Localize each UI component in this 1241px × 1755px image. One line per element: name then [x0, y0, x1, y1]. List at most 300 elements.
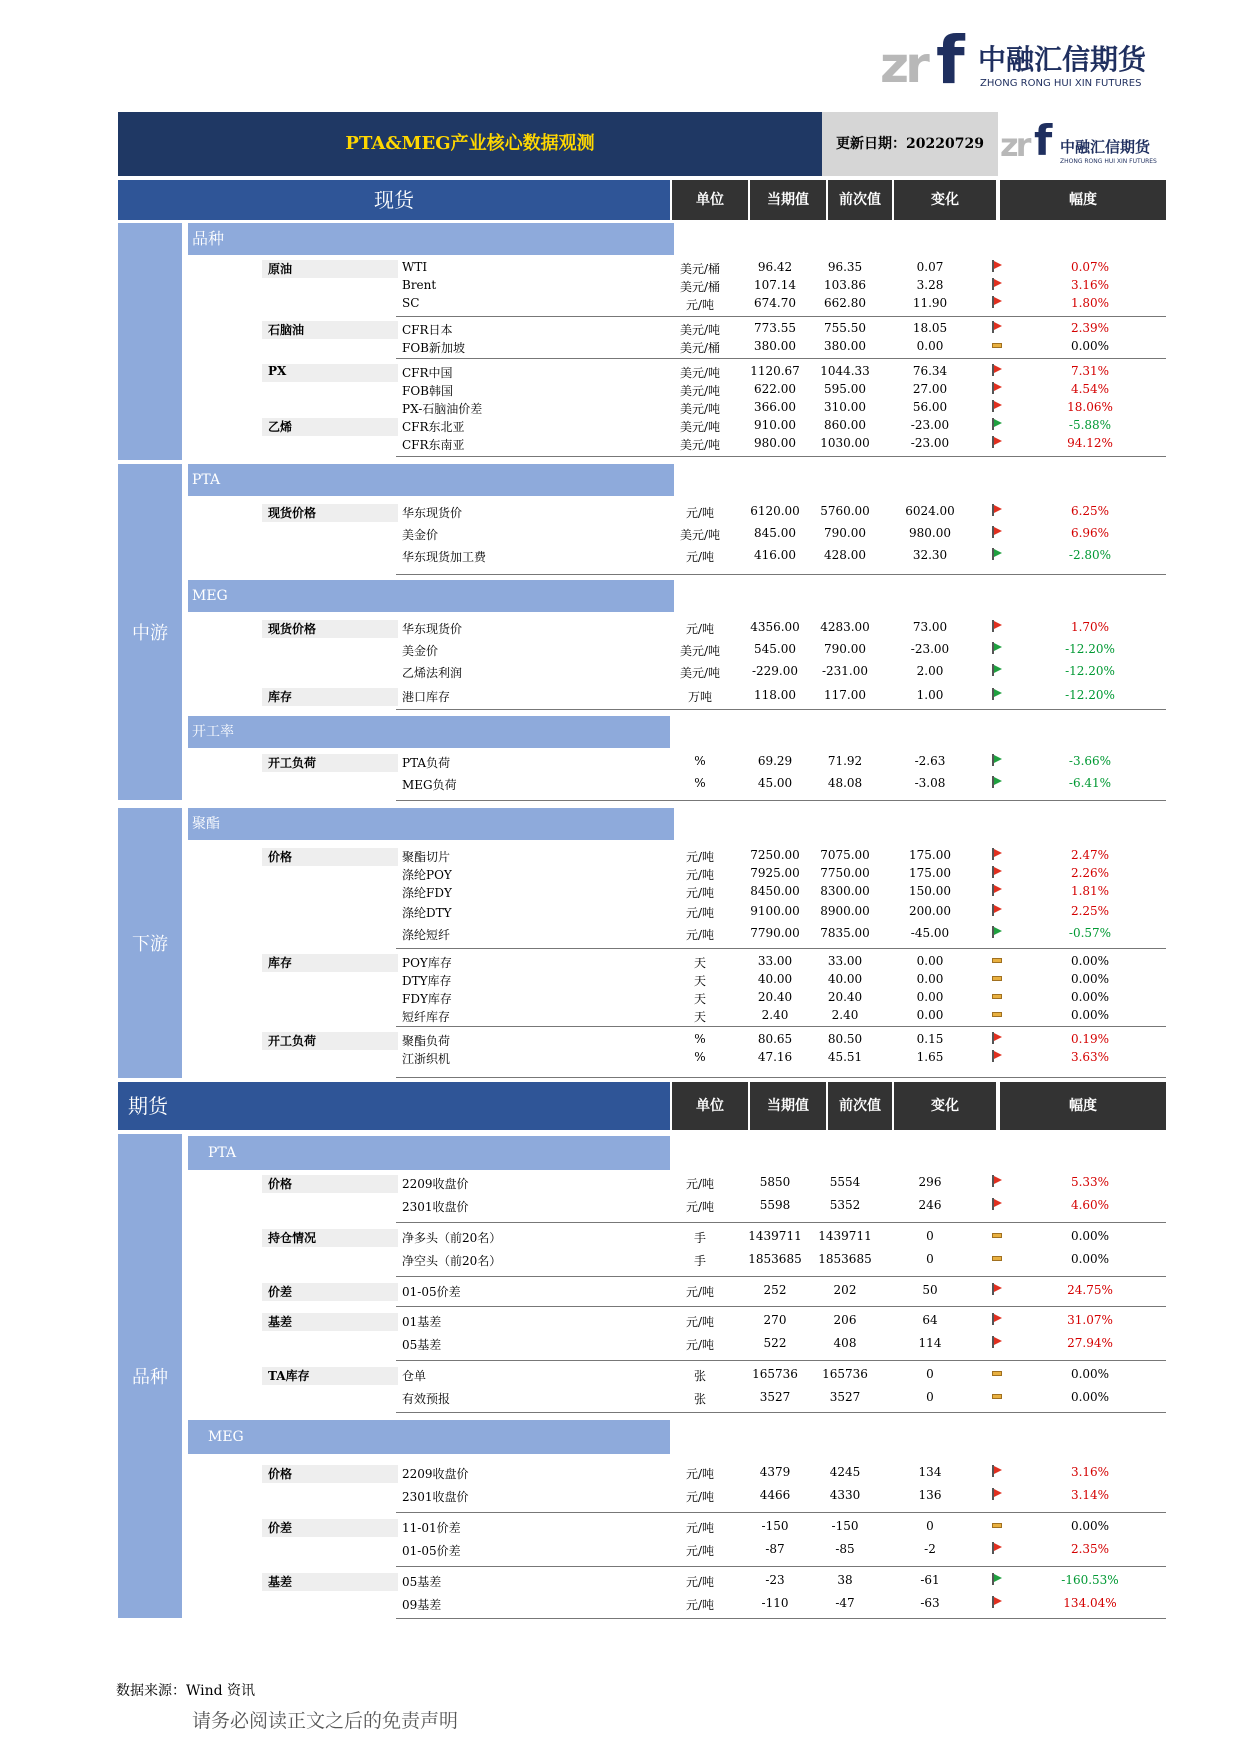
row-unit: 美元/吨 [679, 666, 721, 680]
logo-english-name: ZHONG RONG HUI XIN FUTURES [980, 78, 1142, 89]
row-name: 华东现货价 [402, 622, 463, 636]
group-pta-spot: 现货价格 [262, 504, 398, 522]
table-row [400, 620, 1160, 638]
group-polyester-inventory: 库存 [262, 954, 398, 972]
spot-section-header: 现货 [118, 180, 670, 220]
futures-group-meg-basis: 基差 [262, 1573, 398, 1591]
row-unit: 元/吨 [685, 506, 715, 520]
row-percent: -12.20% [1065, 664, 1115, 678]
band-upstream [118, 223, 182, 460]
row-unit: 张 [693, 1369, 706, 1383]
row-name: 江浙织机 [402, 1052, 451, 1066]
row-previous: 1853685 [818, 1252, 872, 1266]
row-current: 6120.00 [750, 504, 800, 518]
row-unit: 天 [693, 992, 706, 1006]
row-name: CFR东南亚 [402, 438, 465, 452]
row-previous: 40.00 [827, 972, 863, 986]
row-unit: 元/吨 [685, 1490, 715, 1504]
table-row [400, 1050, 1160, 1068]
row-change: 11.90 [912, 296, 948, 310]
row-previous: 2.40 [831, 1008, 859, 1022]
table-row [400, 278, 1160, 296]
table-row [400, 954, 1160, 972]
separator [396, 948, 1166, 949]
row-previous: 408 [833, 1336, 857, 1350]
row-previous: 7750.00 [820, 866, 870, 880]
row-percent: 7.31% [1070, 364, 1110, 378]
row-unit: 美元/桶 [679, 262, 721, 276]
futures-group-pta-price: 价格 [262, 1175, 398, 1193]
group-ethylene: 乙烯 [262, 418, 398, 436]
table-row [400, 1488, 1160, 1506]
futures-col-change: 变化 [894, 1082, 996, 1130]
row-change: 76.34 [912, 364, 948, 378]
futures-group-pta-spread: 价差 [262, 1283, 398, 1301]
row-change: -3.08 [914, 776, 946, 790]
row-unit: 元/吨 [685, 1315, 715, 1329]
row-unit: 美元/吨 [679, 323, 721, 337]
row-name: 11-01价差 [402, 1521, 461, 1535]
table-row [400, 548, 1160, 566]
row-name: 2209收盘价 [402, 1467, 469, 1481]
table-row [400, 1367, 1160, 1385]
row-unit: 张 [693, 1392, 706, 1406]
sub-header-operating-rate: 开工率 [188, 716, 396, 748]
row-change: -23.00 [910, 418, 950, 432]
row-unit: 天 [693, 1010, 706, 1024]
row-change: 1.00 [916, 688, 944, 702]
row-current: 4466 [759, 1488, 791, 1502]
futures-group-pta-position: 持仓情况 [262, 1229, 398, 1247]
futures-section-header: 期货 [118, 1082, 670, 1130]
row-unit: 美元/吨 [679, 366, 721, 380]
row-unit: 元/吨 [685, 298, 715, 312]
row-change: 3.28 [916, 278, 944, 292]
row-current: 270 [763, 1313, 787, 1327]
row-percent: -12.20% [1065, 688, 1115, 702]
separator [396, 1306, 1166, 1307]
col-unit: 单位 [672, 180, 748, 220]
row-previous: 38 [837, 1573, 853, 1587]
row-unit: % [694, 754, 706, 768]
row-change: -23.00 [910, 642, 950, 656]
row-current: 165736 [752, 1367, 798, 1381]
table-row [400, 1519, 1160, 1537]
row-current: 2.40 [761, 1008, 789, 1022]
row-current: 980.00 [754, 436, 796, 450]
row-previous: 165736 [822, 1367, 868, 1381]
row-unit: 万吨 [687, 690, 712, 704]
row-percent: 0.00% [1070, 1229, 1110, 1243]
row-change: 1.65 [916, 1050, 944, 1064]
row-unit: % [694, 1050, 706, 1064]
separator [396, 574, 1166, 575]
row-name: 仓单 [402, 1369, 427, 1383]
row-previous: 117.00 [824, 688, 866, 702]
row-percent: 0.00% [1070, 339, 1110, 353]
table-row [400, 1008, 1160, 1026]
row-unit: 手 [693, 1231, 706, 1245]
group-polyester-load: 开工负荷 [262, 1032, 398, 1050]
row-unit: 手 [693, 1254, 706, 1268]
row-unit: 美元/吨 [679, 528, 721, 542]
sub-header-meg: MEG [188, 580, 674, 612]
row-change: 246 [918, 1198, 942, 1212]
row-unit: 元/吨 [685, 1467, 715, 1481]
row-percent: 6.25% [1070, 504, 1110, 518]
row-previous: -150 [831, 1519, 859, 1533]
row-current: 69.29 [757, 754, 793, 768]
row-name: 2209收盘价 [402, 1177, 469, 1191]
row-change: 2.00 [916, 664, 944, 678]
band-futures-variety: 品种 [118, 1134, 182, 1618]
row-unit: % [694, 1032, 706, 1046]
table-row [400, 688, 1160, 706]
row-change: 18.05 [912, 321, 948, 335]
row-previous: -47 [835, 1596, 855, 1610]
row-change: 6024.00 [905, 504, 955, 518]
row-percent: 18.06% [1067, 400, 1113, 414]
row-percent: 3.63% [1070, 1050, 1110, 1064]
row-current: 845.00 [754, 526, 796, 540]
group-crude: 原油 [262, 260, 398, 278]
row-current: 1120.67 [750, 364, 800, 378]
row-name: SC [402, 296, 420, 310]
row-unit: 美元/吨 [679, 420, 721, 434]
separator [396, 1222, 1166, 1223]
table-row [400, 418, 1160, 436]
separator [396, 709, 1166, 710]
row-name: FDY库存 [402, 992, 452, 1006]
row-change: 0.15 [916, 1032, 944, 1046]
row-percent: 0.00% [1070, 1008, 1110, 1022]
row-name: 美金价 [402, 644, 439, 658]
table-row [400, 382, 1160, 400]
row-change: 56.00 [912, 400, 948, 414]
row-name: 华东现货价 [402, 506, 463, 520]
row-percent: 134.04% [1063, 1596, 1117, 1610]
title-logo [998, 112, 1166, 176]
table-row [400, 260, 1160, 278]
row-name: 01基差 [402, 1315, 442, 1329]
row-current: 45.00 [757, 776, 793, 790]
table-row [400, 1229, 1160, 1247]
row-previous: 4283.00 [820, 620, 870, 634]
row-current: -110 [761, 1596, 789, 1610]
row-percent: 1.80% [1070, 296, 1110, 310]
row-unit: 元/吨 [685, 550, 715, 564]
table-row [400, 364, 1160, 382]
table-row [400, 1175, 1160, 1193]
table-row [400, 866, 1160, 884]
row-change: 0.00 [916, 339, 944, 353]
row-name: 01-05价差 [402, 1544, 461, 1558]
row-previous: -231.00 [821, 664, 869, 678]
row-name: 05基差 [402, 1575, 442, 1589]
row-unit: 美元/桶 [679, 341, 721, 355]
col-percent: 幅度 [1000, 180, 1166, 220]
row-current: -87 [765, 1542, 785, 1556]
row-percent: 2.47% [1070, 848, 1110, 862]
group-polyester-price: 价格 [262, 848, 398, 866]
row-previous: 1044.33 [820, 364, 870, 378]
row-current: 33.00 [757, 954, 793, 968]
row-name: 2301收盘价 [402, 1490, 469, 1504]
row-current: 1439711 [748, 1229, 802, 1243]
row-percent: 0.00% [1070, 1367, 1110, 1381]
futures-sub-header-pta: PTA [188, 1136, 670, 1170]
logo-mark-f: f [936, 22, 965, 99]
separator [396, 316, 1166, 317]
row-current: -229.00 [751, 664, 799, 678]
row-current: 5850 [759, 1175, 791, 1189]
row-unit: 元/吨 [685, 928, 715, 942]
futures-group-meg-spread: 价差 [262, 1519, 398, 1537]
row-current: 20.40 [757, 990, 793, 1004]
title-logo-en: ZHONG RONG HUI XIN FUTURES [1060, 158, 1157, 165]
separator [396, 358, 1166, 359]
row-previous: 755.50 [824, 321, 866, 335]
row-name: CFR中国 [402, 366, 453, 380]
table-row [400, 904, 1160, 922]
table-row [400, 1032, 1160, 1050]
row-percent: 0.00% [1070, 972, 1110, 986]
row-current: 380.00 [754, 339, 796, 353]
table-row [400, 754, 1160, 772]
table-row [400, 504, 1160, 522]
separator [396, 1566, 1166, 1567]
table-row [400, 400, 1160, 418]
row-current: 40.00 [757, 972, 793, 986]
row-current: 5598 [759, 1198, 791, 1212]
separator [396, 800, 1166, 801]
futures-group-meg-price: 价格 [262, 1465, 398, 1483]
row-change: 150.00 [909, 884, 951, 898]
row-unit: 美元/吨 [679, 438, 721, 452]
band-downstream: 下游 [118, 808, 182, 1078]
row-name: 涤纶POY [402, 868, 452, 882]
row-percent: 0.07% [1070, 260, 1110, 274]
row-previous: 428.00 [824, 548, 866, 562]
title-logo-cn: 中融汇信期货 [1060, 138, 1151, 156]
row-name: PTA负荷 [402, 756, 451, 770]
row-change: 0 [926, 1229, 934, 1243]
table-row [400, 990, 1160, 1008]
row-previous: 103.86 [824, 278, 866, 292]
row-current: 910.00 [754, 418, 796, 432]
row-percent: -6.41% [1068, 776, 1112, 790]
row-percent: 0.00% [1070, 1252, 1110, 1266]
row-unit: 美元/吨 [679, 644, 721, 658]
row-current: 107.14 [754, 278, 796, 292]
row-percent: 3.16% [1070, 278, 1110, 292]
row-percent: 0.19% [1070, 1032, 1110, 1046]
row-change: -2.63 [914, 754, 946, 768]
row-percent: 2.26% [1070, 866, 1110, 880]
row-previous: 8900.00 [820, 904, 870, 918]
row-change: 0.00 [916, 1008, 944, 1022]
row-change: 0.07 [916, 260, 944, 274]
row-percent: 0.00% [1070, 990, 1110, 1004]
row-name: 01-05价差 [402, 1285, 461, 1299]
row-previous: 662.80 [824, 296, 866, 310]
row-percent: 2.25% [1070, 904, 1110, 918]
separator [396, 1276, 1166, 1277]
futures-col-percent: 幅度 [1000, 1082, 1166, 1130]
row-name: FOB韩国 [402, 384, 453, 398]
title-logo-zr: zr [1000, 126, 1029, 164]
table-row [400, 884, 1160, 902]
row-percent: 1.70% [1070, 620, 1110, 634]
row-name: 净空头（前20名） [402, 1254, 502, 1268]
row-name: CFR日本 [402, 323, 453, 337]
data-source: 数据来源：Wind 资讯 [116, 1683, 256, 1699]
row-percent: 5.33% [1070, 1175, 1110, 1189]
row-unit: 天 [693, 974, 706, 988]
row-name: POY库存 [402, 956, 452, 970]
row-name: 09基差 [402, 1598, 442, 1612]
row-percent: 27.94% [1067, 1336, 1113, 1350]
row-name: 短纤库存 [402, 1010, 451, 1024]
row-current: 366.00 [754, 400, 796, 414]
row-previous: 380.00 [824, 339, 866, 353]
title-logo-f: f [1034, 116, 1053, 165]
row-change: 980.00 [909, 526, 951, 540]
row-current: 7790.00 [750, 926, 800, 940]
group-operating-load: 开工负荷 [262, 754, 398, 772]
row-previous: 595.00 [824, 382, 866, 396]
table-row [400, 436, 1160, 454]
sub-header-pta: PTA [188, 464, 674, 496]
row-percent: 6.96% [1070, 526, 1110, 540]
row-change: -63 [920, 1596, 940, 1610]
table-row [400, 642, 1160, 660]
row-name: 有效预报 [402, 1392, 451, 1406]
band-midstream: 中游 [118, 464, 182, 800]
row-previous: 202 [833, 1283, 857, 1297]
futures-col-previous: 前次值 [828, 1082, 892, 1130]
row-current: -23 [765, 1573, 785, 1587]
row-name: 乙烯法利润 [402, 666, 463, 680]
row-change: -2 [924, 1542, 936, 1556]
row-change: 134 [918, 1465, 942, 1479]
row-current: 773.55 [754, 321, 796, 335]
row-previous: 3527 [829, 1390, 861, 1404]
row-current: 8450.00 [750, 884, 800, 898]
row-current: 545.00 [754, 642, 796, 656]
table-row [400, 296, 1160, 314]
row-name: 港口库存 [402, 690, 451, 704]
row-previous: 5554 [829, 1175, 861, 1189]
row-name: FOB新加坡 [402, 341, 465, 355]
row-name: 涤纶FDY [402, 886, 452, 900]
row-percent: 3.16% [1070, 1465, 1110, 1479]
row-previous: 4330 [829, 1488, 861, 1502]
row-percent: -2.80% [1068, 548, 1112, 562]
group-px: PX [262, 364, 398, 382]
table-row [400, 1465, 1160, 1483]
row-name: CFR东北亚 [402, 420, 465, 434]
table-row [400, 321, 1160, 339]
futures-col-current: 当期值 [750, 1082, 826, 1130]
row-previous: 5352 [829, 1198, 861, 1212]
separator [396, 1077, 1166, 1078]
logo-chinese-name: 中融汇信期货 [978, 43, 1147, 76]
separator [396, 1512, 1166, 1513]
row-name: Brent [402, 278, 437, 292]
row-name: DTY库存 [402, 974, 452, 988]
table-row [400, 776, 1160, 794]
row-change: 0.00 [916, 990, 944, 1004]
row-current: 1853685 [748, 1252, 802, 1266]
futures-sub-header-meg: MEG [188, 1420, 670, 1454]
disclaimer: 请务必阅读正文之后的免责声明 [192, 1710, 459, 1732]
row-current: 252 [763, 1283, 787, 1297]
row-current: 622.00 [754, 382, 796, 396]
row-previous: 33.00 [827, 954, 863, 968]
update-date: 更新日期：20220729 [822, 112, 998, 176]
row-change: 175.00 [909, 848, 951, 862]
row-unit: 元/吨 [685, 1177, 715, 1191]
row-current: 674.70 [754, 296, 796, 310]
row-previous: 790.00 [824, 642, 866, 656]
table-row [400, 1313, 1160, 1331]
futures-group-pta-basis: 基差 [262, 1313, 398, 1331]
row-previous: 4245 [829, 1465, 861, 1479]
separator [396, 1026, 1166, 1027]
row-previous: 310.00 [824, 400, 866, 414]
table-row [400, 848, 1160, 866]
row-percent: 0.00% [1070, 954, 1110, 968]
row-change: -61 [920, 1573, 940, 1587]
row-current: 47.16 [757, 1050, 793, 1064]
logo-mark-zr: zr [880, 36, 926, 94]
sub-header-polyester: 聚酯 [188, 808, 674, 840]
row-change: 0 [926, 1367, 934, 1381]
row-previous: 5760.00 [820, 504, 870, 518]
table-row [400, 1283, 1160, 1301]
row-current: 7925.00 [750, 866, 800, 880]
row-change: 200.00 [909, 904, 951, 918]
table-row [400, 339, 1160, 357]
separator [396, 456, 1166, 457]
row-previous: -85 [835, 1542, 855, 1556]
row-unit: 元/吨 [685, 1338, 715, 1352]
row-name: 华东现货加工费 [402, 550, 487, 564]
row-current: 4379 [759, 1465, 791, 1479]
table-row [400, 926, 1160, 944]
report-title: PTA&MEG产业核心数据观测 [118, 112, 822, 176]
row-previous: 206 [833, 1313, 857, 1327]
row-name: 2301收盘价 [402, 1200, 469, 1214]
row-unit: 元/吨 [685, 1575, 715, 1589]
row-name: MEG负荷 [402, 778, 457, 792]
row-change: -23.00 [910, 436, 950, 450]
row-unit: 美元/桶 [679, 280, 721, 294]
row-previous: 8300.00 [820, 884, 870, 898]
col-current: 当期值 [750, 180, 826, 220]
table-row [400, 1252, 1160, 1270]
row-percent: -3.66% [1068, 754, 1112, 768]
row-unit: 元/吨 [685, 906, 715, 920]
row-change: 0 [926, 1519, 934, 1533]
row-percent: 94.12% [1067, 436, 1113, 450]
futures-group-ta-inventory: TA库存 [262, 1367, 398, 1385]
table-row [400, 1542, 1160, 1560]
separator [396, 1412, 1166, 1413]
row-unit: % [694, 776, 706, 790]
row-percent: 4.60% [1070, 1198, 1110, 1212]
